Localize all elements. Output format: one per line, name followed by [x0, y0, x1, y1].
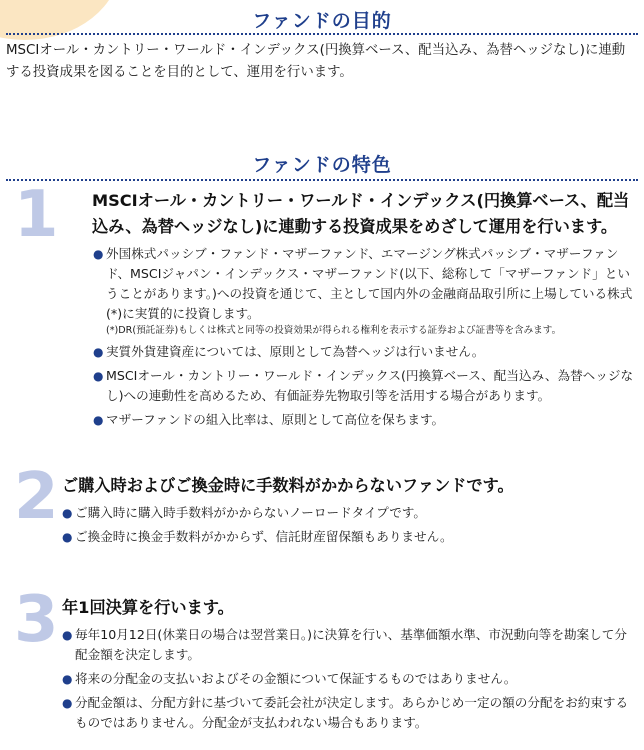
feature-title-2: ご購入時およびご換金時に手数料がかからないファンドです。 [62, 476, 514, 495]
list-item: ● 将来の分配金の支払いおよびその金額について保証するものではありません。 [62, 671, 517, 686]
list-item: ● 分配金額は、分配方針に基づいて委託会社が決定します。あらかじめ一定の額の分配をお約束するものではありません。分配金が支払われない場合もあります。 [62, 695, 629, 730]
feature-title-1: MSCIオール・カントリー・ワールド・インデックス(円換算ベース、配当込み、為替ヘッジなし)に連動する投資成果をめざして運用を行います。 [92, 191, 630, 236]
features-heading: ファンドの特色 [252, 154, 392, 176]
feature-bullets-1 [93, 244, 638, 328]
feature-number-3: 3 [14, 583, 59, 657]
list-item: ● マザーファンドの組入比率は、原則として高位を保ちます。 [93, 412, 445, 427]
list-item: ● ご換金時に換金手数料がかからず、信託財産留保額もありません。 [62, 529, 453, 544]
features-divider [6, 179, 638, 181]
list-item: ● 毎年10月12日(休業日の場合は翌営業日。)に決算を行い、基準価額水準、市況動向等を勘案して分配金額を決定します。 [62, 627, 627, 662]
purpose-heading: ファンドの目的 [252, 10, 392, 32]
feature-bullets-1b [93, 342, 638, 434]
footnote: (*)DR(預託証券)もしくは株式と同等の投資効果が得られる権利を表示する証券および証書等を含みます。 [106, 325, 562, 336]
list-item: ● 外国株式パッシブ・ファンド・マザーファンド、エマージング株式パッシブ・マザーファンド、MSCIジャパン・インデックス・マザーファンド(以下、総称して「マザーファンド」ということがあります。)への投資を通じて、主として国内外の金融商品取引所に上場している株式(*)に実質的に投資します。 [93, 246, 633, 321]
list-item: ● 実質外貨建資産については、原則として為替ヘッジは行いません。 [93, 344, 485, 359]
feature-number-2: 2 [14, 460, 59, 534]
feature-title-3: 年1回決算を行います。 [62, 598, 234, 617]
feature-bullets-3 [62, 625, 638, 737]
feature-number-1: 1 [14, 178, 59, 252]
purpose-divider [6, 33, 638, 35]
list-item: ● MSCIオール・カントリー・ワールド・インデックス(円換算ベース、配当込み、為替ヘッジなし)への連動性を高めるため、有価証券先物取引等を活用する場合があります。 [93, 368, 634, 403]
feature-bullets-2 [62, 503, 638, 551]
list-item: ● ご購入時に購入時手数料がかからないノーロードタイプです。 [62, 505, 426, 520]
purpose-text: MSCIオール・カントリー・ワールド・インデックス(円換算ベース、配当込み、為替ヘッジなし)に連動する投資成果を図ることを目的として、運用を行います。 [6, 43, 626, 80]
